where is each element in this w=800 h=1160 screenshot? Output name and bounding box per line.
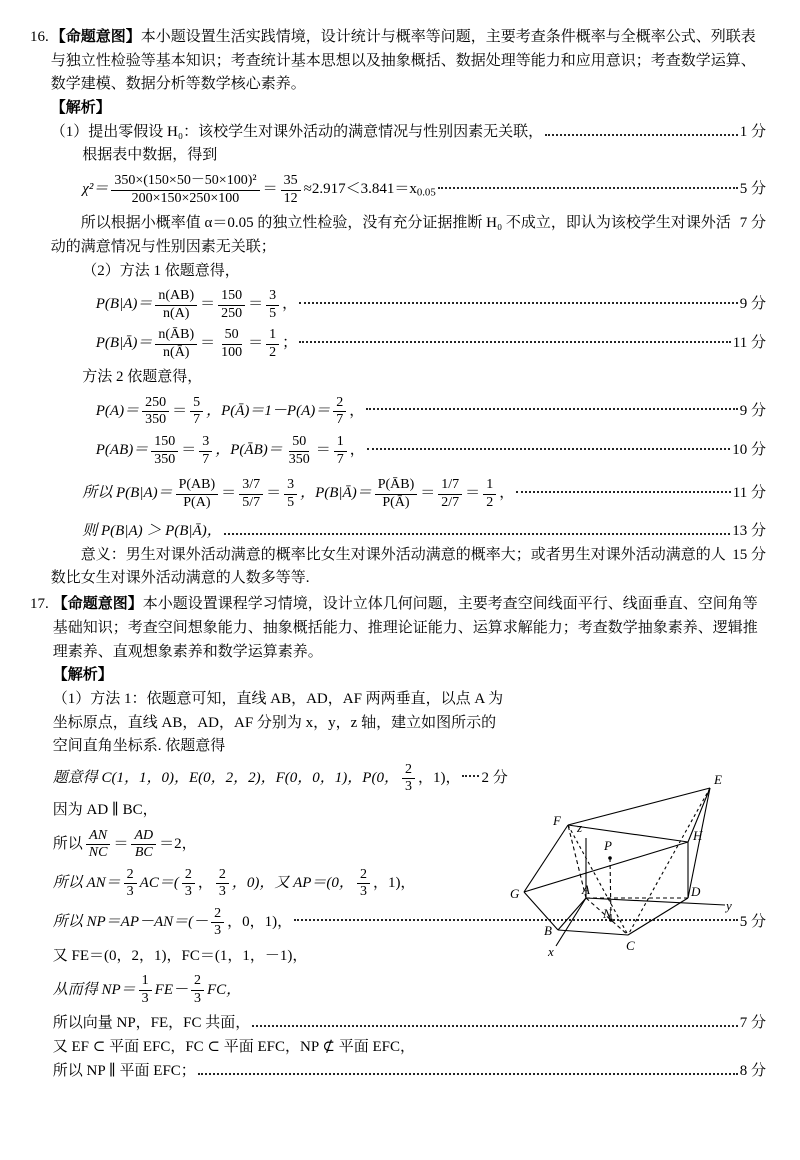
q17-line-4: 又 FE＝(0，2，1)，FC＝(1，1，－1)，	[52, 947, 308, 964]
final-mid5: ＝	[465, 485, 481, 502]
final-f2-den: 5/7	[242, 494, 261, 510]
pab-lhs: P(AB)＝	[95, 442, 149, 459]
q16-line-4: （2）方法 1 依题意得，	[82, 262, 240, 279]
ratio-tail: ＝2，	[159, 835, 197, 852]
q16-line-7-score: 15 分	[732, 546, 766, 563]
leader-dots	[438, 187, 738, 189]
question-17-intent	[53, 593, 766, 664]
final-mid4: ＝	[420, 485, 436, 502]
npf-f2	[191, 973, 204, 1007]
final-mid2: ＝	[266, 485, 282, 502]
figure-label-D: D	[691, 884, 701, 899]
pab-tail: ，	[349, 442, 365, 459]
intent-label: 【命题意图】	[52, 596, 143, 613]
pab-f2-num: 3	[199, 434, 212, 452]
final-f4-num: P(ĀB)	[375, 477, 418, 495]
an-line	[53, 867, 508, 901]
chi-result-num: 35	[281, 173, 301, 191]
an-f1-num: 2	[124, 867, 137, 885]
q16-line-3	[51, 212, 766, 259]
final-tail: ，	[499, 485, 515, 502]
pa-f2-num: 5	[190, 395, 203, 413]
pba-f3-den: 5	[269, 305, 277, 321]
chi-score: 5 分	[739, 181, 766, 198]
coords-frac-den: 3	[404, 779, 412, 795]
pba-f3-num: 3	[266, 288, 279, 306]
final-f3	[284, 477, 297, 511]
pba-f3	[266, 288, 279, 322]
q16-line-2: 根据表中数据，得到	[82, 147, 218, 164]
point-P-dot	[608, 856, 612, 860]
q16-line-6	[51, 520, 766, 544]
pa-tail: ，	[349, 403, 365, 420]
figure-label-y: y	[726, 898, 732, 913]
final-f2	[239, 477, 263, 511]
an-f1	[124, 867, 137, 901]
pbna-f3	[266, 327, 279, 361]
ratio-line	[53, 828, 508, 862]
q17-line-1: （1）方法 1：依题意可知，直线 AB，AD，AF 两两垂直，以点 A 为坐标原点，直线 AB，AD，AF 分别为 x，y，z 轴，建立如图所示的空间直角坐标系. 依题意得	[52, 690, 504, 755]
figure-label-N: N	[603, 906, 612, 921]
geometry-figure	[478, 770, 778, 980]
an-f4-den: 3	[359, 884, 367, 900]
chi-approx-text: ≈2.917＜3.841＝x	[303, 181, 417, 198]
q16-line-7-text: 意义：男生对课外活动满意的概率比女生对课外活动满意的概率大；或者男生对课外活动满意的人数比女生对课外活动满意的人数多等等.	[50, 546, 726, 587]
final-mid3: ，P(B|Ā)＝	[300, 485, 372, 502]
pa-formula	[51, 395, 766, 429]
pbna-f3-num: 1	[266, 327, 279, 345]
npf-tail: FC，	[207, 981, 242, 998]
pba-f1-den: n(A)	[163, 305, 190, 321]
npf-f1	[139, 973, 152, 1007]
final-mid1: ＝	[221, 485, 237, 502]
pab-f1	[151, 434, 178, 468]
pab-f3-num: 50	[289, 434, 309, 452]
an-f4-num: 2	[357, 867, 370, 885]
an-f3-den: 3	[218, 884, 226, 900]
coords-frac-num: 2	[402, 762, 415, 780]
an-f2-num: 2	[182, 867, 195, 885]
final-conditional-formula	[51, 477, 766, 511]
q17-line-2: 因为 AD ∥ BC，	[52, 801, 158, 818]
intent-text: 本小题设置课程学习情境，设计立体几何问题，主要考查空间线面平行、线面垂直、空间角等基础知识；考查空间想象能力、抽象概括能力、推理论证能力、运算求解能力；考查数学抽象素养、逻辑推理素养、直观想象素养和数学运算素养。	[52, 596, 758, 660]
coords-prefix: 题意得 C(1，1，0)，E(0，2，2)，F(0，0，1)，P(0，	[52, 770, 399, 787]
q16-line-7	[51, 544, 766, 591]
q16-line-5: 方法 2 依题意得，	[82, 369, 203, 386]
eq: ＝	[248, 296, 264, 313]
an-f2	[182, 867, 195, 901]
pbna-f2-num: 50	[222, 327, 242, 345]
ratio-f1-den: NC	[88, 845, 108, 861]
pba-f1	[155, 288, 197, 322]
figure-label-G: G	[510, 886, 520, 901]
q16-line-3-text: 所以根据小概率值 α＝0.05 的独立性检验，没有充分证据推断 H₀ 不成立，即认为该校学生对课外活动的满意情况与性别因素无关联；	[50, 215, 731, 255]
solution-label-16: 【解析】	[50, 100, 111, 117]
final-f6-den: 2	[486, 494, 494, 510]
pbna-f3-den: 2	[269, 344, 277, 360]
figure-label-A: A	[582, 882, 590, 897]
question-16-number: 16.	[30, 29, 49, 45]
final-f6	[483, 477, 496, 511]
np-tail: ，0，1)，	[227, 913, 293, 930]
q16-line-3-score: 7 分	[739, 215, 766, 232]
q16-line-1	[51, 121, 766, 145]
npf-f2-den: 3	[194, 990, 201, 1006]
pa-f1-den: 350	[145, 412, 167, 428]
final-f4	[375, 477, 418, 511]
final-f5-den: 2/7	[441, 494, 460, 510]
figure-label-F: F	[553, 813, 561, 828]
pbna-f2-den: 100	[221, 344, 243, 360]
npf-f2-num: 2	[191, 973, 204, 991]
pa-score: 9 分	[739, 403, 766, 420]
pbna-lhs: P(B|Ā)＝	[95, 335, 153, 352]
pba-tail: ，	[282, 296, 298, 313]
pab-mid2: ，P(ĀB)＝	[215, 442, 283, 459]
an-tail: ，1)，	[372, 874, 416, 891]
pa-f2-den: 7	[193, 412, 201, 428]
pab-f3	[286, 434, 313, 468]
chi-result-den: 12	[283, 190, 298, 206]
ratio-lhs: 所以	[52, 835, 83, 852]
q17-line-6-text: 所以向量 NP，FE，FC 共面，	[52, 1015, 251, 1032]
np-frac-line	[53, 973, 508, 1007]
ratio-f2	[131, 828, 156, 862]
pab-f2-den: 7	[202, 451, 210, 467]
pab-f3-den: 350	[288, 451, 310, 467]
np-lhs: 所以 NP＝AP－AN＝(－	[52, 913, 209, 930]
eq: ＝	[248, 335, 264, 352]
leader-dots	[299, 302, 738, 304]
pa-f1	[142, 395, 169, 429]
figure-label-x: x	[548, 944, 554, 959]
chi-lhs: χ²＝	[82, 181, 109, 198]
question-16-intent	[51, 26, 766, 97]
an-f1-den: 3	[126, 884, 134, 900]
pba-score: 9 分	[739, 296, 766, 313]
npf-f1-num: 1	[139, 973, 152, 991]
q17-line-7: 又 EF ⊂ 平面 EFC，FC ⊂ 平面 EFC，NP ⊄ 平面 EFC，	[52, 1039, 415, 1056]
npf-f1-den: 3	[141, 990, 149, 1006]
solution-label-17: 【解析】	[52, 667, 113, 684]
pab-mid3: ＝	[315, 442, 331, 459]
an-f2-den: 3	[184, 884, 192, 900]
figure-label-B: B	[544, 923, 552, 938]
np-score: 5 分	[739, 913, 766, 930]
question-17-number: 17.	[30, 596, 49, 613]
pa-f3-num: 2	[333, 395, 346, 413]
np-f1-den: 3	[214, 923, 222, 939]
pa-mid1: ＝	[172, 403, 188, 420]
ratio-mid: ＝	[113, 835, 129, 852]
q17-line-6-score: 7 分	[739, 1015, 766, 1032]
final-f3-num: 3	[284, 477, 297, 495]
final-f6-num: 1	[483, 477, 496, 495]
final-f2-num: 3/7	[239, 477, 263, 495]
leader-dots	[198, 1073, 738, 1075]
np-f1-num: 2	[211, 906, 224, 924]
chi-fraction	[111, 173, 259, 207]
ratio-f2-num: AD	[131, 828, 156, 846]
chi-result-fraction	[281, 173, 301, 207]
final-score: 11 分	[732, 485, 766, 502]
figure-label-E: E	[714, 772, 722, 787]
q17-line-8-text: 所以 NP ∥ 平面 EFC；	[52, 1062, 196, 1079]
coords-frac	[402, 762, 415, 796]
pab-score: 10 分	[732, 442, 766, 459]
eq: ＝	[200, 335, 216, 352]
pba-f2-num: 150	[218, 288, 245, 306]
leader-dots	[299, 341, 731, 343]
chi-approx	[304, 178, 436, 202]
q16-line-1-score: 1 分	[739, 123, 766, 140]
ratio-f1-num: AN	[86, 828, 110, 846]
ratio-f2-den: BC	[134, 845, 153, 861]
coords-suffix: ，1)，	[417, 770, 461, 787]
pbna-f1	[155, 327, 197, 361]
leader-dots	[366, 408, 737, 410]
pa-f3	[333, 395, 346, 429]
an-f3	[216, 867, 229, 901]
pab-formula	[51, 434, 766, 468]
coords-line	[53, 762, 508, 796]
q16-line-6-score: 13 分	[732, 523, 766, 540]
chi-denominator: 200×150×250×100	[131, 190, 240, 206]
q16-line-6-text: 则 P(B|A) ＞ P(B|Ā)，	[82, 523, 222, 540]
pab-mid1: ＝	[181, 442, 197, 459]
pba-formula	[51, 288, 766, 322]
pbna-f1-den: n(Ā)	[163, 344, 190, 360]
pa-f3-den: 7	[336, 412, 344, 428]
pba-lhs: P(B|A)＝	[95, 296, 153, 313]
leader-dots	[462, 775, 479, 777]
intent-label: 【命题意图】	[50, 29, 141, 45]
final-f4-den: P(Ā)	[382, 494, 410, 510]
q16-line-1-text: （1）提出零假设 H₀：该校学生对课外活动的满意情况与性别因素无关联，	[50, 123, 544, 140]
pbna-score: 11 分	[732, 335, 766, 352]
pab-f1-num: 150	[151, 434, 178, 452]
q17-line-8	[53, 1060, 766, 1084]
pab-f1-den: 350	[154, 451, 176, 467]
final-f5	[438, 477, 462, 511]
np-f1	[211, 906, 224, 940]
an-mid2: ，	[197, 874, 213, 891]
q17-line-8-score: 8 分	[739, 1062, 766, 1079]
pbna-f2	[218, 327, 245, 361]
an-f3-num: 2	[216, 867, 229, 885]
pba-f2	[218, 288, 245, 322]
pa-lhs: P(A)＝	[95, 403, 140, 420]
final-f1-den: P(A)	[183, 494, 211, 510]
eq: ＝	[200, 296, 216, 313]
npf-lhs: 从而得 NP＝	[52, 981, 136, 998]
pab-f4	[334, 434, 347, 468]
leader-dots	[224, 533, 731, 535]
pab-f4-den: 7	[336, 451, 344, 467]
coords-score: 2 分	[481, 770, 508, 787]
ratio-f1	[86, 828, 111, 862]
npf-mid1: FE－	[154, 981, 188, 998]
pab-f4-num: 1	[334, 434, 347, 452]
an-mid1: AC＝(	[139, 874, 179, 891]
final-f1	[176, 477, 219, 511]
q17-line-6	[53, 1012, 766, 1036]
an-lhs: 所以 AN＝	[52, 874, 121, 891]
leader-dots	[516, 491, 731, 493]
leader-dots	[252, 1025, 737, 1027]
pa-f1-num: 250	[142, 395, 169, 413]
pba-f1-num: n(AB)	[155, 288, 197, 306]
leader-dots	[545, 134, 738, 136]
figure-label-C: C	[626, 938, 635, 953]
pa-mid2: ，P(Ā)＝1－P(A)＝	[206, 403, 331, 420]
an-mid3: ，0)，又 AP＝(0，	[231, 874, 354, 891]
chi-equals: ＝	[262, 181, 278, 198]
intent-text: 本小题设置生活实践情境，设计统计与概率等问题，主要考查条件概率与全概率公式、列联表与独立性检验等基本知识；考查统计基本思想以及抽象概括、数据处理等能力和应用意识；考查数学运算、数学建模、数据分析等数学核心素养。	[50, 29, 756, 93]
chi-square-formula	[51, 173, 766, 207]
chi-numerator: 350×(150×50－50×100)²	[111, 173, 259, 191]
question-16-block	[30, 26, 766, 591]
final-f5-num: 1/7	[438, 477, 462, 495]
pbna-f1-num: n(ĀB)	[155, 327, 197, 345]
pa-f2	[190, 395, 203, 429]
pba-f2-den: 250	[221, 305, 243, 321]
leader-dots	[367, 448, 730, 450]
an-f4	[357, 867, 370, 901]
figure-label-H: H	[693, 828, 703, 843]
figure-label-P: P	[604, 838, 612, 853]
pbna-tail: ；	[282, 335, 298, 352]
geometry-figure-svg	[478, 770, 778, 980]
final-lhs: 所以 P(B|A)＝	[82, 485, 173, 502]
final-f3-den: 5	[287, 494, 295, 510]
figure-label-z: z	[577, 820, 583, 835]
pbna-formula	[51, 327, 766, 361]
pab-f2	[199, 434, 212, 468]
final-f1-num: P(AB)	[176, 477, 219, 495]
chi-approx-sub: 0.05	[416, 186, 436, 199]
